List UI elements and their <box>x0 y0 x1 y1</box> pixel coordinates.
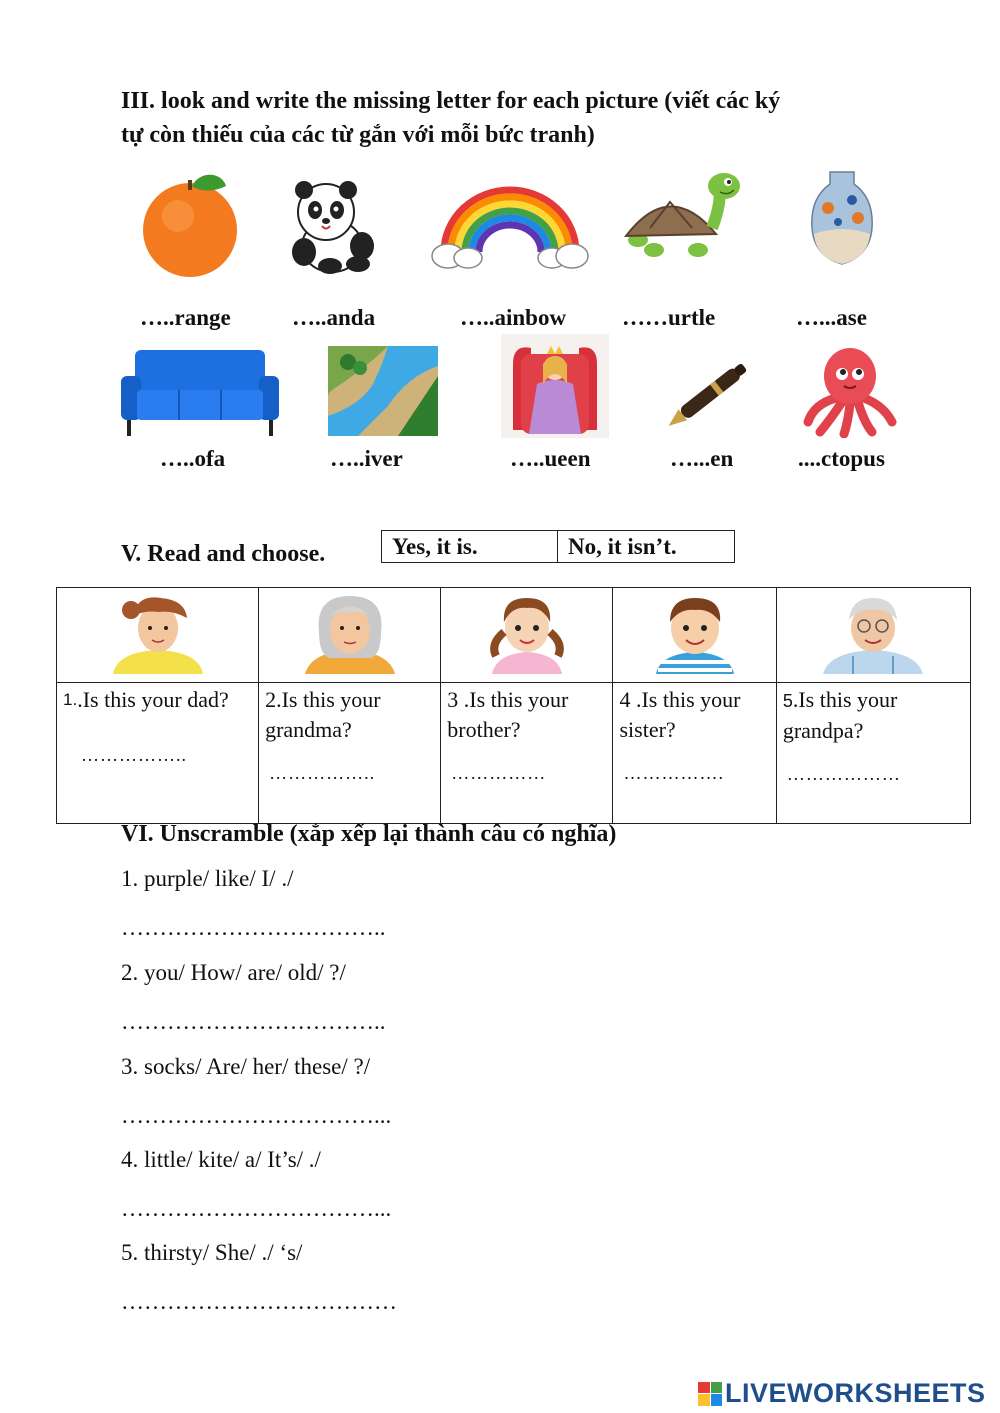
question-cell-5 <box>776 683 970 824</box>
question-cell-2 <box>259 683 441 824</box>
vase-picture <box>802 168 882 268</box>
face-cell-2 <box>259 588 441 683</box>
river-picture <box>328 346 438 436</box>
unscramble-prompt-2: 2. you/ How/ are/ old/ ?/ <box>121 960 346 985</box>
question-1-number: 1. <box>63 690 78 709</box>
question-cell-4 <box>613 683 776 824</box>
missing-word-7: …..iver <box>330 446 403 471</box>
question-5-number: 5 <box>782 691 793 711</box>
woman-face-picture <box>103 592 213 674</box>
face-cell-3 <box>441 588 613 683</box>
option-yes[interactable]: Yes, it is. <box>382 531 558 562</box>
answer-blank-5[interactable]: ……………… <box>786 764 901 784</box>
answer-options-box <box>381 530 735 563</box>
face-cell-4 <box>613 588 776 683</box>
section3-heading: III. look and write the missing letter for each picture (viết các ký tự còn thiếu của các từ gắn với mỗi bức tranh) <box>121 88 781 148</box>
question-4-number: 4 <box>619 687 631 712</box>
orange-picture <box>140 168 240 280</box>
rainbow-picture <box>430 182 590 272</box>
unscramble-answer-4[interactable]: ……………………………... <box>121 1196 392 1221</box>
missing-word-2: …..anda <box>292 305 376 330</box>
missing-word-8: …..ueen <box>510 446 591 471</box>
question-3-text: .Is this your brother? <box>447 687 569 742</box>
answer-blank-3[interactable]: …………… <box>451 763 547 783</box>
boy-face-picture <box>640 592 750 674</box>
liveworksheets-logo-icon <box>698 1382 722 1406</box>
panda-picture <box>282 180 382 275</box>
missing-word-9: …...en <box>670 446 734 471</box>
unscramble-answer-5[interactable]: ……………………………… <box>121 1289 397 1314</box>
missing-word-10: ....ctopus <box>798 446 885 471</box>
question-cell-3 <box>441 683 613 824</box>
section5-heading: V. Read and choose. <box>121 541 326 567</box>
unscramble-answer-2[interactable]: …………………………….. <box>121 1009 386 1034</box>
question-2-number: 2. <box>265 687 282 712</box>
octopus-picture <box>800 344 900 438</box>
grandma-face-picture <box>295 592 405 674</box>
unscramble-prompt-4: 4. little/ kite/ a/ It’s/ ./ <box>121 1147 321 1172</box>
question-5-text: .Is this your grandpa? <box>782 687 898 743</box>
face-cell-1 <box>57 588 259 683</box>
turtle-picture <box>620 168 745 263</box>
section6-heading: VI. Unscramble (xắp xếp lại thành câu có nghĩa) <box>121 821 617 847</box>
pen-picture <box>656 350 766 438</box>
girl-face-picture <box>472 592 582 674</box>
unscramble-answer-1[interactable]: …………………………….. <box>121 915 386 940</box>
missing-word-4: ……urtle <box>622 305 716 330</box>
question-4-text: .Is this your sister? <box>619 687 741 742</box>
face-cell-5 <box>776 588 970 683</box>
question-3-number: 3 <box>447 687 459 712</box>
unscramble-prompt-5: 5. thirsty/ She/ ./ ‘s/ <box>121 1240 303 1265</box>
queen-picture <box>501 334 609 438</box>
unscramble-answer-3[interactable]: ……………………………... <box>121 1103 392 1128</box>
option-no[interactable]: No, it isn’t. <box>568 534 677 559</box>
read-and-choose-table <box>56 587 971 824</box>
unscramble-prompt-1: 1. purple/ like/ I/ ./ <box>121 866 294 891</box>
liveworksheets-brand-text: LIVEWORKSHEETS <box>725 1378 986 1408</box>
missing-word-5: …...ase <box>796 305 867 330</box>
answer-blank-2[interactable]: …………….. <box>269 763 376 783</box>
liveworksheets-logo <box>698 1378 986 1409</box>
answer-blank-4[interactable]: ……………. <box>623 763 724 783</box>
question-1-text: .Is this your dad? <box>77 687 229 712</box>
question-2-text: Is this your grandma? <box>265 687 381 742</box>
unscramble-prompt-3: 3. socks/ Are/ her/ these/ ?/ <box>121 1054 371 1079</box>
missing-word-1: …..range <box>140 305 231 330</box>
answer-blank-1[interactable]: …………….. <box>81 745 187 765</box>
sofa-picture <box>119 346 281 438</box>
missing-word-3: …..ainbow <box>460 305 567 330</box>
missing-word-6: …..ofa <box>160 446 226 471</box>
question-cell-1 <box>57 683 259 824</box>
grandpa-face-picture <box>813 592 933 674</box>
